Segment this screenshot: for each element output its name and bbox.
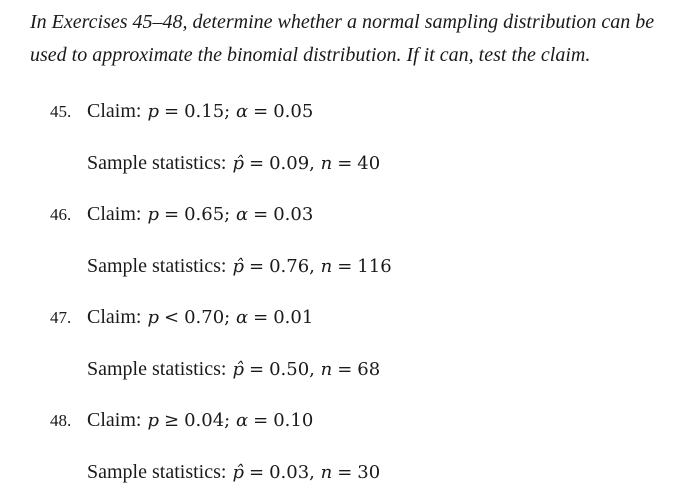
claim-label: Claim:: [87, 203, 142, 225]
claim-value: 0.70;: [184, 307, 231, 328]
claim-label: Claim:: [87, 409, 142, 431]
n-symbol: n: [320, 359, 333, 380]
claim-variable: p: [147, 307, 159, 328]
sample-expression: [232, 153, 380, 174]
exercise-47: [50, 306, 670, 384]
alpha-value: 0.01: [273, 307, 314, 328]
n-value: 116: [357, 256, 392, 277]
p-hat-value: 0.03,: [269, 462, 315, 483]
claim-label: Claim:: [87, 100, 142, 122]
claim-operator: <: [163, 307, 180, 328]
n-operator: =: [337, 359, 353, 380]
claim-operator: =: [163, 101, 180, 122]
alpha-value: 0.10: [273, 410, 314, 431]
exercise-number: 45.: [50, 102, 72, 121]
n-value: 30: [357, 462, 381, 483]
claim-value: 0.04;: [184, 410, 231, 431]
exercise-48: [50, 409, 670, 487]
alpha-value: 0.03: [273, 204, 314, 225]
p-hat-operator: =: [248, 256, 265, 277]
p-hat-symbol: p̂: [232, 256, 244, 277]
exercise-number: 48.: [50, 411, 72, 430]
p-hat-operator: =: [248, 359, 265, 380]
exercise-46: [50, 203, 670, 281]
alpha-symbol: α: [235, 204, 249, 225]
p-hat-symbol: p̂: [232, 153, 244, 174]
claim-expression: [147, 101, 313, 122]
claim-value: 0.65;: [184, 204, 231, 225]
claim-line: [50, 409, 670, 435]
claim-line: [50, 100, 670, 126]
n-symbol: n: [320, 256, 333, 277]
n-operator: =: [337, 462, 353, 483]
n-value: 40: [357, 153, 381, 174]
p-hat-symbol: p̂: [232, 462, 244, 483]
sample-statistics-line: [50, 152, 670, 178]
n-symbol: n: [320, 153, 333, 174]
sample-statistics-label: Sample statistics:: [87, 152, 227, 174]
instructions-text: In Exercises 45–48, determine whether a normal sampling distribution can be used to approximate the binomial distribution. If it can, test the claim.: [30, 11, 655, 66]
alpha-operator: =: [253, 410, 269, 431]
p-hat-operator: =: [248, 462, 265, 483]
claim-variable: p: [147, 410, 159, 431]
alpha-symbol: α: [235, 410, 249, 431]
claim-line: [50, 203, 670, 229]
claim-expression: [147, 307, 313, 328]
n-operator: =: [337, 256, 353, 277]
claim-value: 0.15;: [184, 101, 231, 122]
claim-variable: p: [147, 101, 159, 122]
p-hat-value: 0.09,: [269, 153, 315, 174]
sample-statistics-label: Sample statistics:: [87, 461, 227, 483]
sample-expression: [232, 359, 380, 380]
claim-expression: [147, 204, 313, 225]
claim-operator: =: [163, 204, 180, 225]
n-value: 68: [357, 359, 381, 380]
claim-label: Claim:: [87, 306, 142, 328]
sample-statistics-line: [50, 358, 670, 384]
claim-expression: [147, 410, 313, 431]
alpha-value: 0.05: [273, 101, 314, 122]
sample-statistics-label: Sample statistics:: [87, 358, 227, 380]
alpha-operator: =: [253, 204, 269, 225]
claim-variable: p: [147, 204, 159, 225]
sample-expression: [232, 462, 380, 483]
p-hat-value: 0.50,: [269, 359, 315, 380]
sample-statistics-line: [50, 255, 670, 281]
n-operator: =: [337, 153, 353, 174]
claim-operator: ≥: [163, 410, 180, 431]
exercise-number: 46.: [50, 205, 72, 224]
p-hat-value: 0.76,: [269, 256, 315, 277]
sample-expression: [232, 256, 391, 277]
exercise-number: 47.: [50, 308, 72, 327]
alpha-symbol: α: [235, 101, 249, 122]
sample-statistics-line: [50, 461, 670, 487]
alpha-operator: =: [253, 101, 269, 122]
p-hat-symbol: p̂: [232, 359, 244, 380]
p-hat-operator: =: [248, 153, 265, 174]
claim-line: [50, 306, 670, 332]
exercise-45: [50, 100, 670, 178]
sample-statistics-label: Sample statistics:: [87, 255, 227, 277]
alpha-operator: =: [253, 307, 269, 328]
alpha-symbol: α: [235, 307, 249, 328]
n-symbol: n: [320, 462, 333, 483]
